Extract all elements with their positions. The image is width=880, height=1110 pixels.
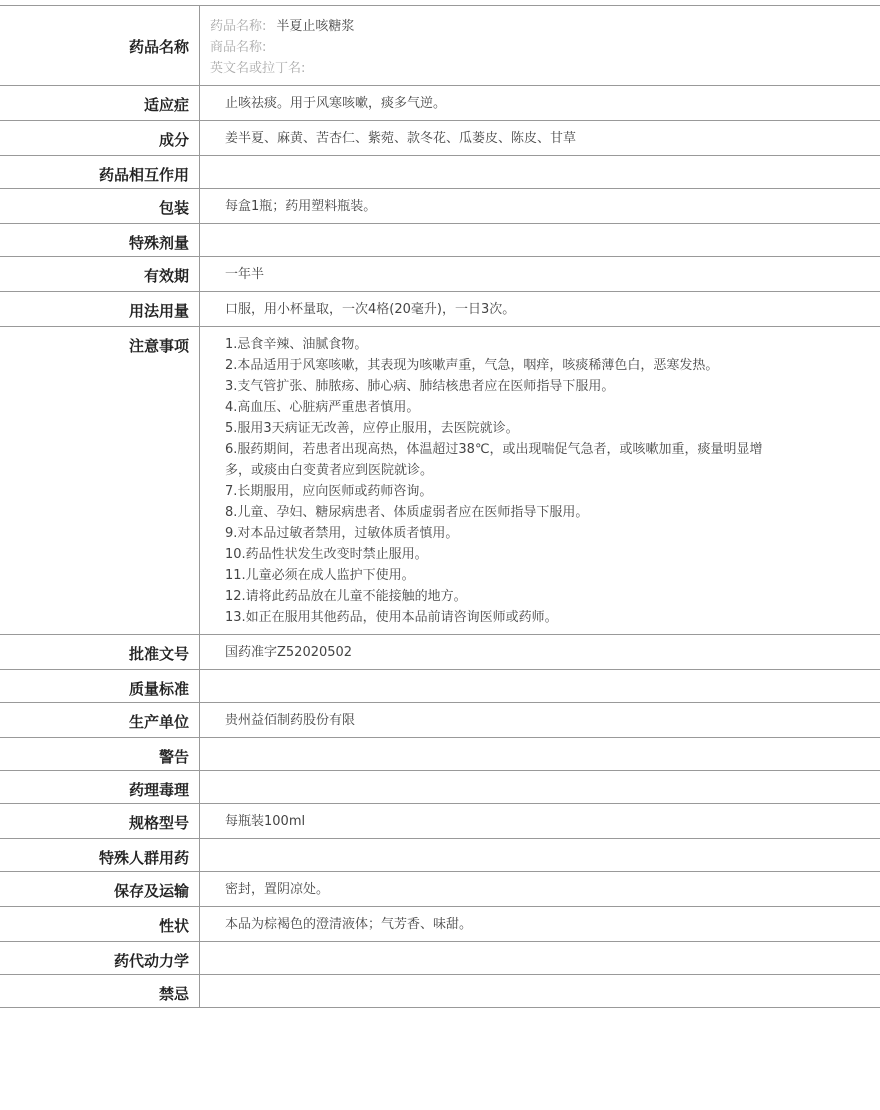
row-cautions [0,327,880,635]
row-value: 止咳祛痰。用于风寒咳嗽，痰多气逆。 [225,96,447,111]
drug-name-value: 半夏止咳糖浆 [276,19,355,34]
row-value: 每瓶装100ml [225,814,306,829]
caution-item: 13.如正在服用其他药品，使用本品前请咨询医师或药师。 [225,610,558,625]
row-value [200,224,880,256]
drug-info-table [0,5,880,1008]
row-value [200,771,880,803]
caution-item: 2.本品适用于风寒咳嗽，其表现为咳嗽声重，气急，咽痒，咳痰稀薄色白，恶寒发热。 [225,358,719,373]
row-drug-name [0,6,880,86]
row-ingredients [0,121,880,156]
row-label: 药理毒理 [0,771,200,803]
caution-list [225,334,765,628]
row-interactions [0,156,880,189]
row-value [200,156,880,188]
row-value: 密封，置阴凉处。 [225,882,330,897]
row-appearance [0,907,880,942]
caution-item: 4.高血压、心脏病严重患者慎用。 [225,400,420,415]
row-label: 药代动力学 [0,942,200,974]
row-value [200,839,880,871]
row-value: 姜半夏、麻黄、苦杏仁、紫菀、款冬花、瓜蒌皮、陈皮、甘草 [225,131,577,146]
row-indication [0,86,880,121]
caution-item: 5.服用3天病证无改善，应停止服用，去医院就诊。 [225,421,519,436]
row-manufacturer [0,703,880,738]
row-warning [0,738,880,771]
row-label: 适应症 [0,86,200,120]
row-label: 成分 [0,121,200,155]
row-value [200,6,880,85]
caution-item: 3.支气管扩张、肺脓疡、肺心病、肺结核患者应在医师指导下服用。 [225,379,615,394]
row-pharmacokinetics [0,942,880,975]
row-value [200,327,880,634]
caution-item: 12.请将此药品放在儿童不能接触的地方。 [225,589,467,604]
row-label: 规格型号 [0,804,200,838]
drug-name-key: 药品名称: [210,19,267,34]
row-special-groups [0,839,880,872]
row-value [200,975,880,1007]
row-value [200,738,880,770]
english-name-key: 英文名或拉丁名: [210,61,306,76]
row-label: 性状 [0,907,200,941]
caution-item: 1.忌食辛辣、油腻食物。 [225,337,368,352]
row-label: 保存及运输 [0,872,200,906]
caution-item: 11.儿童必须在成人监护下使用。 [225,568,415,583]
row-quality [0,670,880,703]
english-name-line [210,58,870,79]
drug-name-line [210,16,870,37]
caution-item: 8.儿童、孕妇、糖尿病患者、体质虚弱者应在医师指导下服用。 [225,505,589,520]
caution-item: 6.服药期间，若患者出现高热，体温超过38℃，或出现喘促气急者，或咳嗽加重，痰量明显增多，或痰由白变黄者应到医院就诊。 [225,442,763,478]
row-contraindications [0,975,880,1008]
row-value [200,670,880,702]
row-value: 每盒1瓶；药用塑料瓶装。 [225,199,377,214]
row-value [200,942,880,974]
trade-name-line [210,37,870,58]
row-label: 用法用量 [0,292,200,326]
row-label: 警告 [0,738,200,770]
row-label: 有效期 [0,257,200,291]
row-special-dosage [0,224,880,257]
row-label: 包装 [0,189,200,223]
row-spec [0,804,880,839]
row-label: 生产单位 [0,703,200,737]
row-label: 特殊剂量 [0,224,200,256]
row-value: 本品为棕褐色的澄清液体；气芳香、味甜。 [225,917,473,932]
row-usage [0,292,880,327]
row-label: 药品名称 [0,6,200,85]
row-value: 贵州益佰制药股份有限 [225,713,356,728]
caution-item: 9.对本品过敏者禁用，过敏体质者慎用。 [225,526,459,541]
trade-name-key: 商品名称: [210,40,267,55]
row-storage [0,872,880,907]
row-validity [0,257,880,292]
row-label: 特殊人群用药 [0,839,200,871]
row-label: 禁忌 [0,975,200,1007]
row-label: 药品相互作用 [0,156,200,188]
caution-item: 7.长期服用，应向医师或药师咨询。 [225,484,433,499]
row-toxicology [0,771,880,804]
row-label: 质量标准 [0,670,200,702]
row-label: 批准文号 [0,635,200,669]
row-packaging [0,189,880,224]
row-label: 注意事项 [0,327,200,634]
row-value: 口服，用小杯量取，一次4格(20毫升)，一日3次。 [225,302,516,317]
row-value: 一年半 [225,267,265,282]
caution-item: 10.药品性状发生改变时禁止服用。 [225,547,428,562]
row-value: 国药准字Z52020502 [225,645,353,660]
row-approval [0,635,880,670]
